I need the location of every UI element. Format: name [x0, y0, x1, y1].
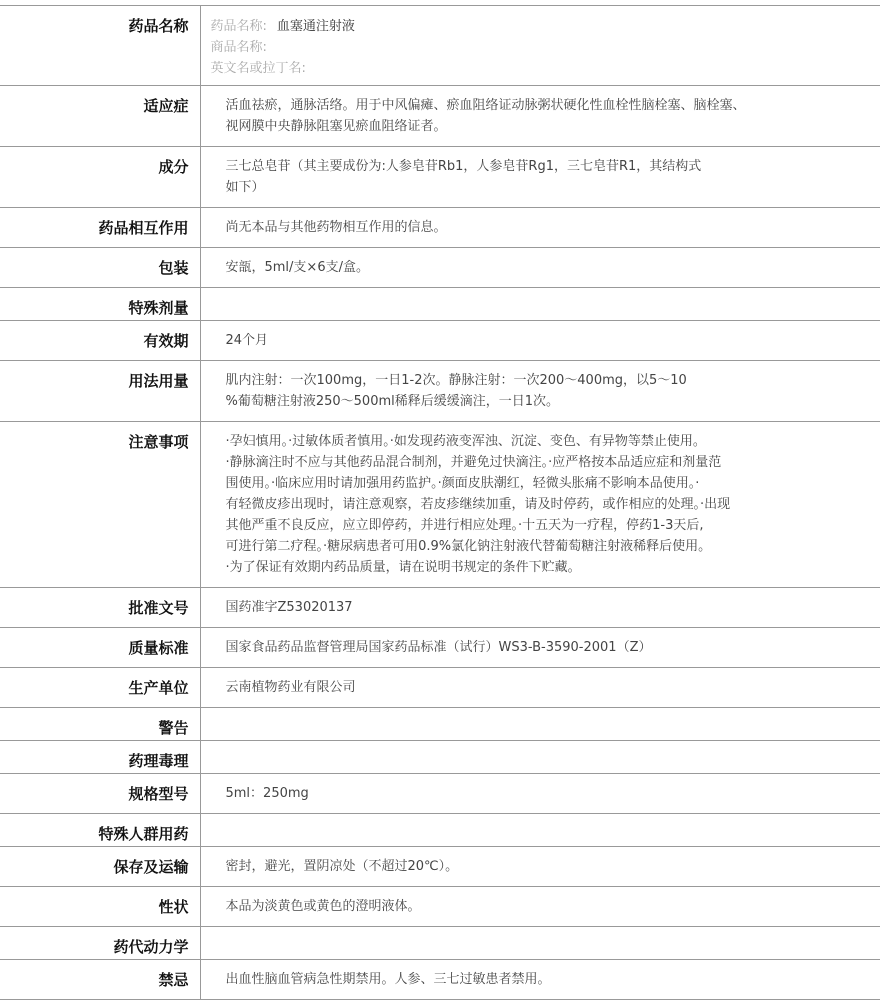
value-line: 5ml：250mg	[225, 786, 309, 801]
label-contraindications: 禁忌	[0, 960, 200, 1000]
row-special-dosage	[0, 288, 880, 321]
row-description	[0, 887, 880, 927]
value-pharmacokinetics	[200, 927, 880, 960]
row-quality-standard	[0, 628, 880, 668]
value-line: 安瓿，5ml/支×6支/盒。	[225, 260, 369, 275]
value-line: ·为了保证有效期内药品质量，请在说明书规定的条件下贮藏。	[225, 560, 581, 575]
value-interactions	[200, 208, 880, 248]
label-warning: 警告	[0, 708, 200, 741]
row-indication	[0, 86, 880, 147]
value-validity	[200, 321, 880, 361]
label-pharmacology: 药理毒理	[0, 741, 200, 774]
value-line: ·孕妇慎用。·过敏体质者慎用。·如发现药液变浑浊、沉淀、变色、有异物等禁止使用。	[225, 434, 706, 449]
value-packaging	[200, 248, 880, 288]
label-ingredients: 成分	[0, 147, 200, 208]
label-specification: 规格型号	[0, 774, 200, 814]
row-name	[0, 6, 880, 86]
row-warning	[0, 708, 880, 741]
value-line: 出血性脑血管病急性期禁用。人参、三七过敏患者禁用。	[225, 972, 551, 987]
row-special-population	[0, 814, 880, 847]
label-precautions: 注意事项	[0, 422, 200, 588]
row-dosage	[0, 361, 880, 422]
value-specification	[200, 774, 880, 814]
generic-name-label: 药品名称:	[210, 19, 267, 34]
value-name	[200, 6, 880, 86]
value-precautions	[200, 422, 880, 588]
row-packaging	[0, 248, 880, 288]
value-line: 国家食品药品监督管理局国家药品标准（试行）WS3-B-3590-2001（Z）	[225, 640, 652, 655]
value-warning	[200, 708, 880, 741]
label-dosage: 用法用量	[0, 361, 200, 422]
row-manufacturer	[0, 668, 880, 708]
value-line: 有轻微皮疹出现时，请注意观察，若皮疹继续加重，请及时停药，或作相应的处理。·出现	[225, 497, 731, 512]
value-line: 围使用。·临床应用时请加强用药监护。·颜面皮肤潮红，轻微头胀痛不影响本品使用。·	[225, 476, 700, 491]
value-special-population	[200, 814, 880, 847]
label-manufacturer: 生产单位	[0, 668, 200, 708]
value-quality-standard	[200, 628, 880, 668]
row-pharmacokinetics	[0, 927, 880, 960]
row-validity	[0, 321, 880, 361]
label-validity: 有效期	[0, 321, 200, 361]
label-packaging: 包装	[0, 248, 200, 288]
row-pharmacology	[0, 741, 880, 774]
value-line: ·静脉滴注时不应与其他药品混合制剂，并避免过快滴注。·应严格按本品适应症和剂量范	[225, 455, 722, 470]
label-description: 性状	[0, 887, 200, 927]
trade-name-line	[211, 37, 871, 58]
value-line: 肌内注射：一次100mg，一日1-2次。静脉注射：一次200～400mg，以5～10	[225, 373, 687, 388]
label-quality-standard: 质量标准	[0, 628, 200, 668]
row-interactions	[0, 208, 880, 248]
value-pharmacology	[200, 741, 880, 774]
label-storage: 保存及运输	[0, 847, 200, 887]
label-special-population: 特殊人群用药	[0, 814, 200, 847]
row-contraindications	[0, 960, 880, 1000]
value-dosage	[200, 361, 880, 422]
english-name-label: 英文名或拉丁名:	[210, 61, 306, 76]
value-description	[200, 887, 880, 927]
value-line: 可进行第二疗程。·糖尿病患者可用0.9%氯化钠注射液代替葡萄糖注射液稀释后使用。	[225, 539, 712, 554]
value-line: 视网膜中央静脉阻塞见瘀血阻络证者。	[225, 119, 447, 134]
row-specification	[0, 774, 880, 814]
value-special-dosage	[200, 288, 880, 321]
value-line: 尚无本品与其他药物相互作用的信息。	[225, 220, 447, 235]
value-line: 国药准字Z53020137	[225, 600, 353, 615]
label-indication: 适应症	[0, 86, 200, 147]
value-line: 24个月	[225, 333, 269, 348]
label-approval-number: 批准文号	[0, 588, 200, 628]
value-line: 如下）	[225, 180, 265, 195]
value-line: %葡萄糖注射液250～500ml稀释后缓缓滴注，一日1次。	[225, 394, 560, 409]
value-line: 活血祛瘀，通脉活络。用于中风偏瘫、瘀血阻络证动脉粥状硬化性血栓性脑栓塞、脑栓塞、	[225, 98, 746, 113]
value-indication	[200, 86, 880, 147]
row-precautions	[0, 422, 880, 588]
value-contraindications	[200, 960, 880, 1000]
value-ingredients	[200, 147, 880, 208]
value-line: 其他严重不良反应，应立即停药，并进行相应处理。·十五天为一疗程，停药1-3天后,	[225, 518, 704, 533]
value-line: 密封，避光，置阴凉处（不超过20℃）。	[225, 859, 459, 874]
generic-name-line	[211, 16, 871, 37]
generic-name-value: 血塞通注射液	[276, 19, 355, 34]
row-storage	[0, 847, 880, 887]
value-manufacturer	[200, 668, 880, 708]
value-line: 本品为淡黄色或黄色的澄明液体。	[225, 899, 421, 914]
drug-info-table	[0, 5, 880, 1000]
label-interactions: 药品相互作用	[0, 208, 200, 248]
value-line: 三七总皂苷（其主要成份为:人参皂苷Rb1，人参皂苷Rg1，三七皂苷R1，其结构式	[225, 159, 702, 174]
trade-name-label: 商品名称:	[210, 40, 267, 55]
value-approval-number	[200, 588, 880, 628]
value-line: 云南植物药业有限公司	[225, 680, 356, 695]
label-pharmacokinetics: 药代动力学	[0, 927, 200, 960]
label-name: 药品名称	[0, 6, 200, 86]
row-ingredients	[0, 147, 880, 208]
label-special-dosage: 特殊剂量	[0, 288, 200, 321]
value-storage	[200, 847, 880, 887]
english-name-line	[211, 58, 871, 79]
row-approval-number	[0, 588, 880, 628]
